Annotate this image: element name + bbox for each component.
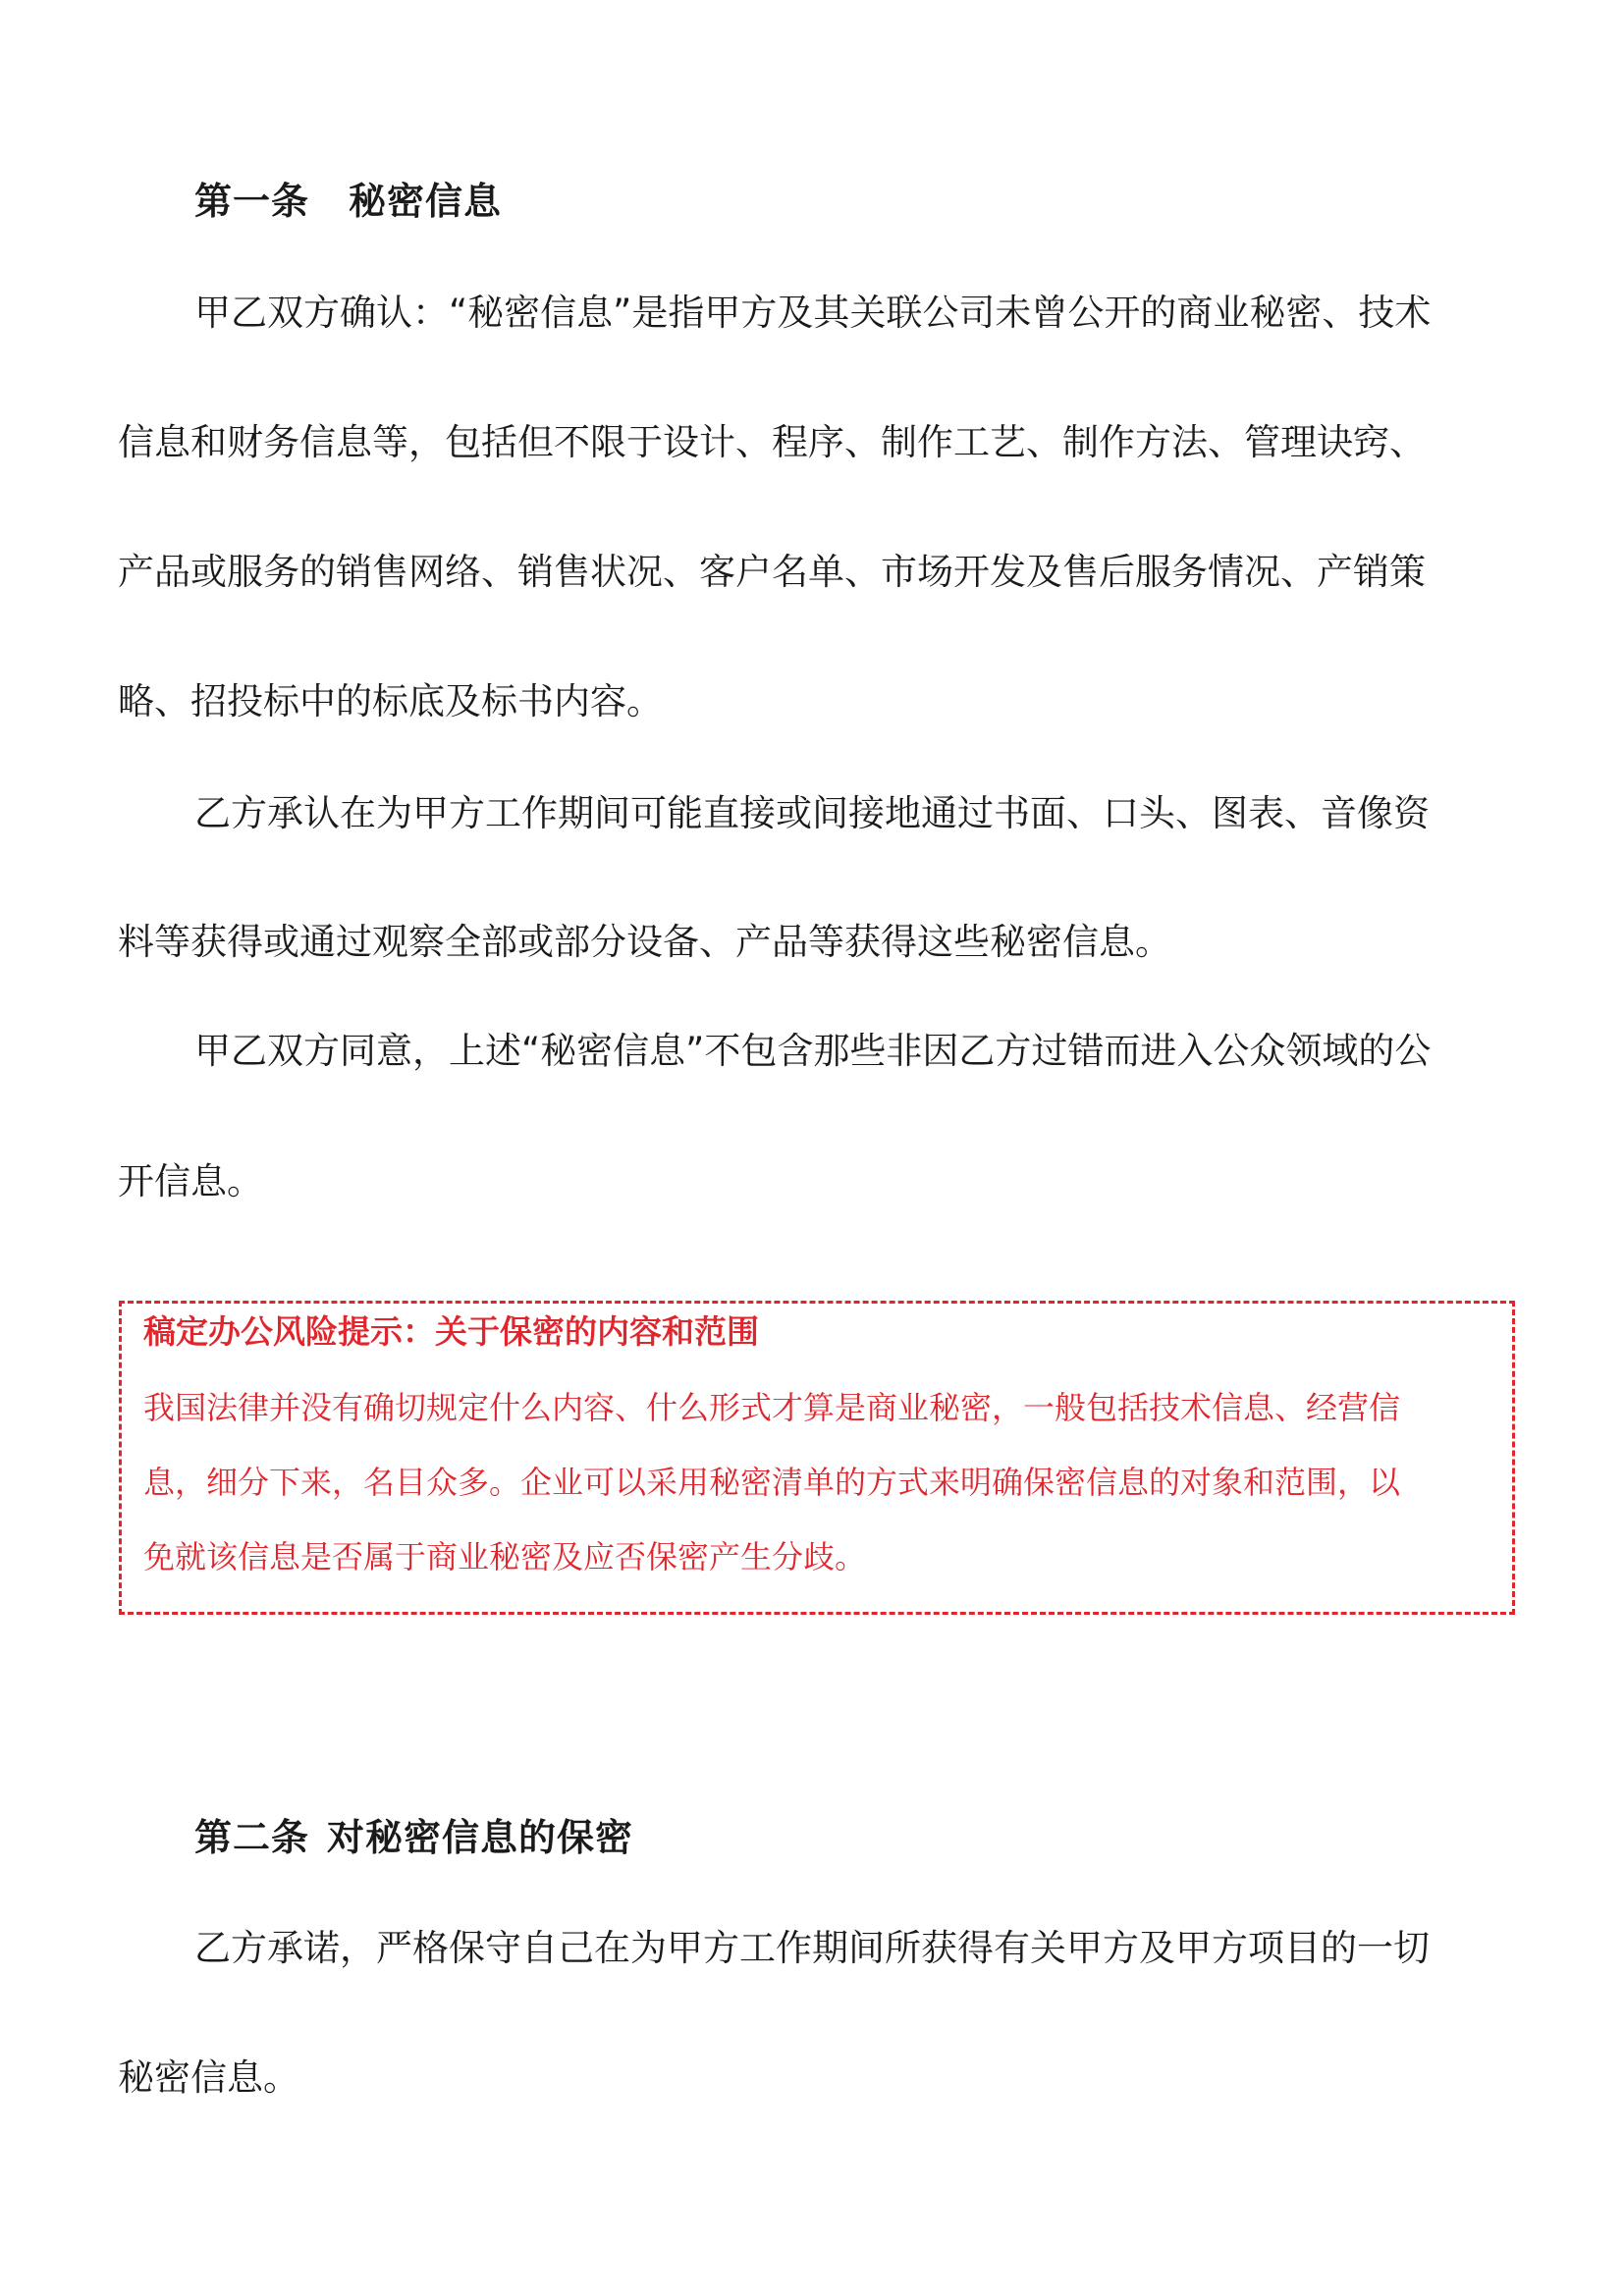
article-1-p2-line-1: 乙方承认在为甲方工作期间可能直接或间接地通过书面、口头、图表、音像资 [194, 792, 1430, 834]
article-1-p1-line-4: 略、招投标中的标底及标书内容。 [118, 680, 663, 722]
risk-tip-line-2: 息，细分下来，名目众多。企业可以采用秘密清单的方式来明确保密信息的对象和范围，以 [143, 1464, 1401, 1501]
article-1-p1-line-2: 信息和财务信息等，包括但不限于设计、程序、制作工艺、制作方法、管理诀窍、 [118, 421, 1426, 463]
article-2-p1-line-1: 乙方承诺，严格保守自己在为甲方工作期间所获得有关甲方及甲方项目的一切 [194, 1927, 1430, 1969]
article-1-title: 秘密信息 [349, 180, 503, 223]
risk-tip-line-3: 免就该信息是否属于商业秘密及应否保密产生分歧。 [143, 1538, 867, 1575]
article-2-number: 第二条 [194, 1816, 310, 1859]
risk-tip-line-1: 我国法律并没有确切规定什么内容、什么形式才算是商业秘密，一般包括技术信息、经营信 [143, 1389, 1401, 1426]
risk-tip-title: 稿定办公风险提示：关于保密的内容和范围 [143, 1312, 759, 1351]
article-1-p3-line-2: 开信息。 [118, 1160, 263, 1202]
article-2-title: 对秘密信息的保密 [327, 1816, 634, 1859]
article-2-p1-line-2: 秘密信息。 [118, 2056, 299, 2099]
article-1-p3-line-1: 甲乙双方同意，上述“秘密信息”不包含那些非因乙方过错而进入公众领域的公 [194, 1030, 1432, 1072]
article-1-heading [194, 180, 503, 223]
article-1-p2-line-2: 料等获得或通过观察全部或部分设备、产品等获得这些秘密信息。 [118, 921, 1171, 963]
article-1-number: 第一条 [194, 180, 310, 223]
article-1-p1-line-1: 甲乙双方确认：“秘密信息”是指甲方及其关联公司未曾公开的商业秘密、技术 [194, 292, 1432, 334]
article-1-p1-line-3: 产品或服务的销售网络、销售状况、客户名单、市场开发及售后服务情况、产销策 [118, 551, 1426, 593]
article-2-heading [194, 1816, 634, 1859]
